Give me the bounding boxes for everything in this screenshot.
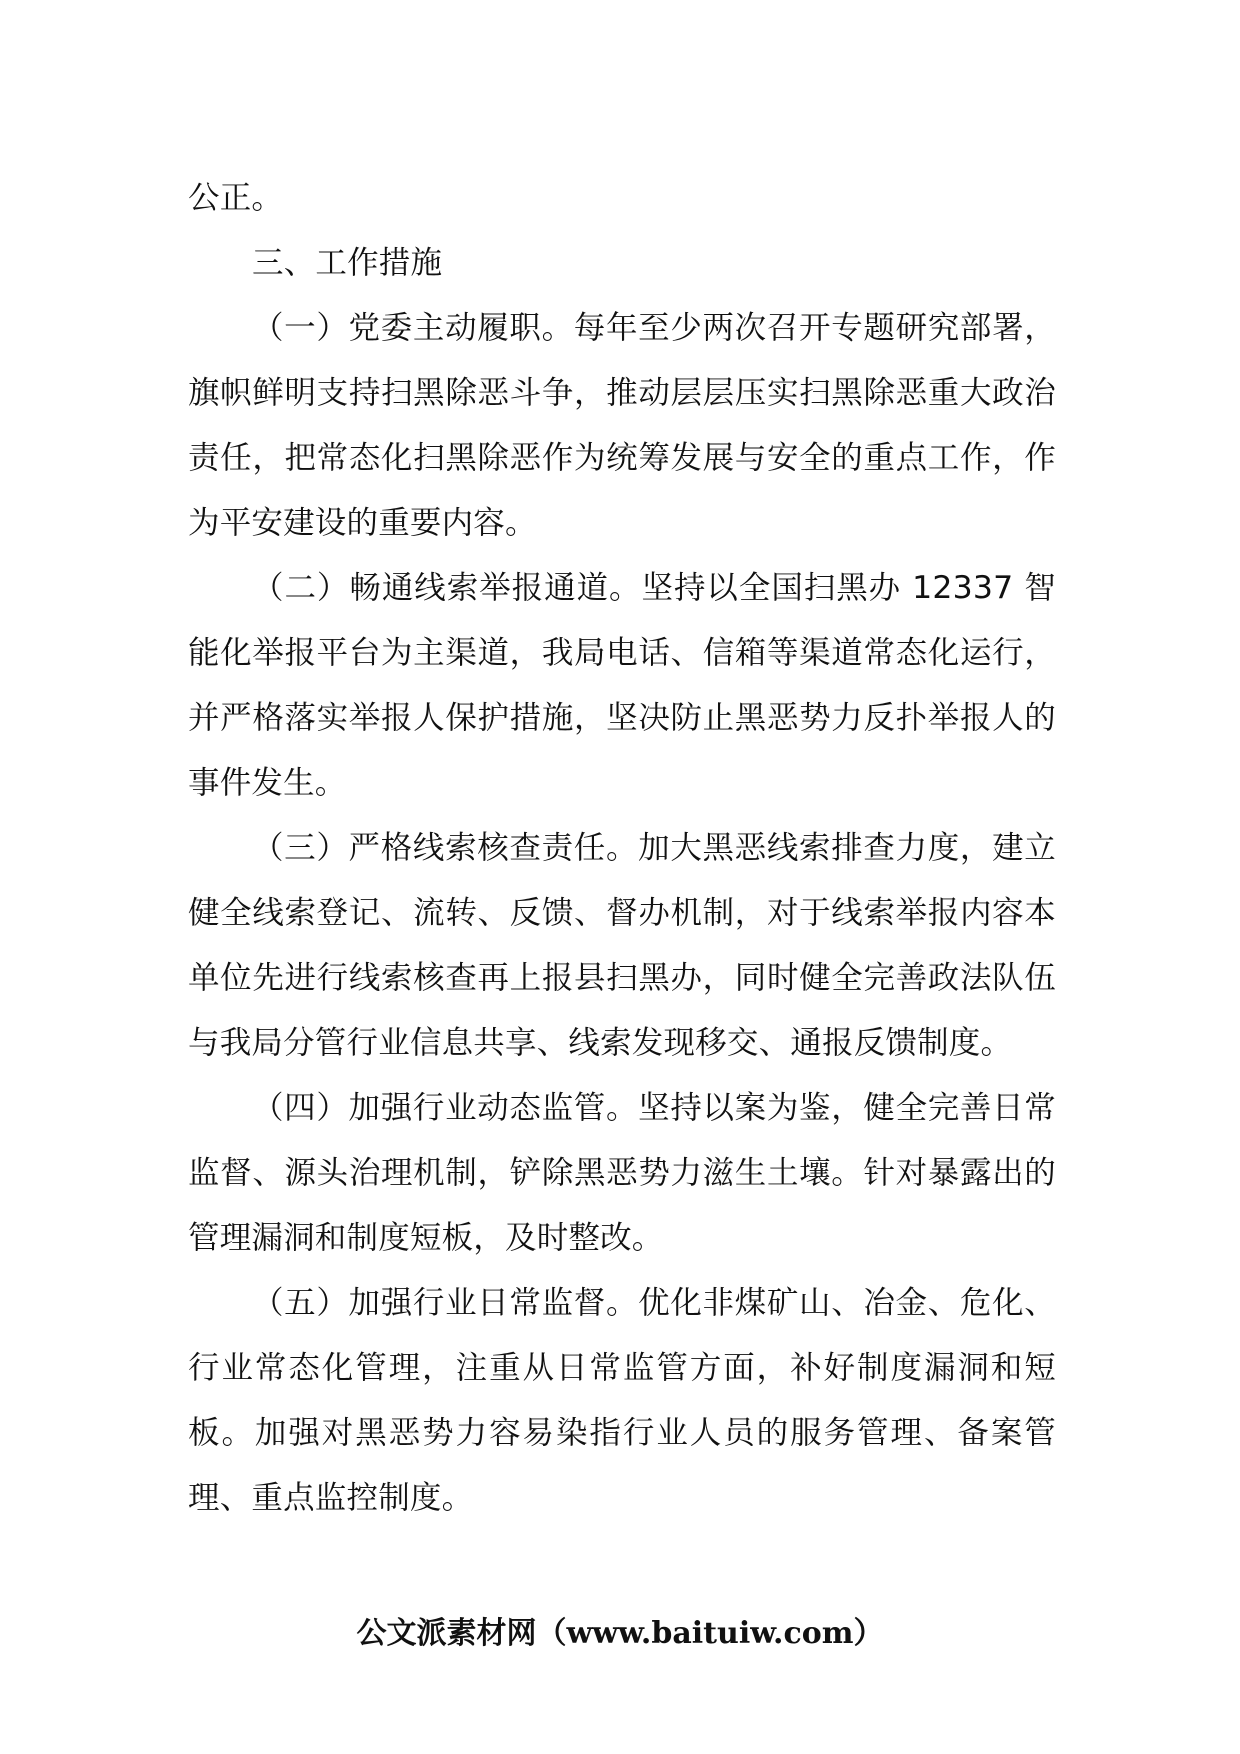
paragraph-closing-line: 公正。 [188,180,284,216]
footer-watermark: 公文派素材网（www.baituiw.com） [356,1616,884,1651]
document-body [188,166,1056,1531]
paragraph-measure-5: （五）加强行业日常监督。优化非煤矿山、冶金、危化、行业常态化管理，注重从日常监管方面，补好制度漏洞和短板。加强对黑恶势力容易染指行业人员的服务管理、备案管理、重点监控制度。 [188,1285,1056,1516]
paragraph-measure-4: （四）加强行业动态监管。坚持以案为鉴，健全完善日常监督、源头治理机制，铲除黑恶势力滋生土壤。针对暴露出的管理漏洞和制度短板，及时整改。 [188,1090,1056,1256]
paragraph-measure-1: （一）党委主动履职。每年至少两次召开专题研究部署，旗帜鲜明支持扫黑除恶斗争，推动层层压实扫黑除恶重大政治责任，把常态化扫黑除恶作为统筹发展与安全的重点工作，作为平安建设的重要内容。 [188,310,1056,541]
section-heading: 三、工作措施 [252,245,443,281]
paragraph-measure-3: （三）严格线索核查责任。加大黑恶线索排查力度，建立健全线索登记、流转、反馈、督办机制，对于线索举报内容本单位先进行线索核查再上报县扫黑办，同时健全完善政法队伍与我局分管行业信息共享、线索发现移交、通报反馈制度。 [188,830,1056,1061]
paragraph-measure-2: （二）畅通线索举报通道。坚持以全国扫黑办 12337 智能化举报平台为主渠道，我局电话、信箱等渠道常态化运行，并严格落实举报人保护措施，坚决防止黑恶势力反扑举报人的事件发生。 [188,570,1056,801]
